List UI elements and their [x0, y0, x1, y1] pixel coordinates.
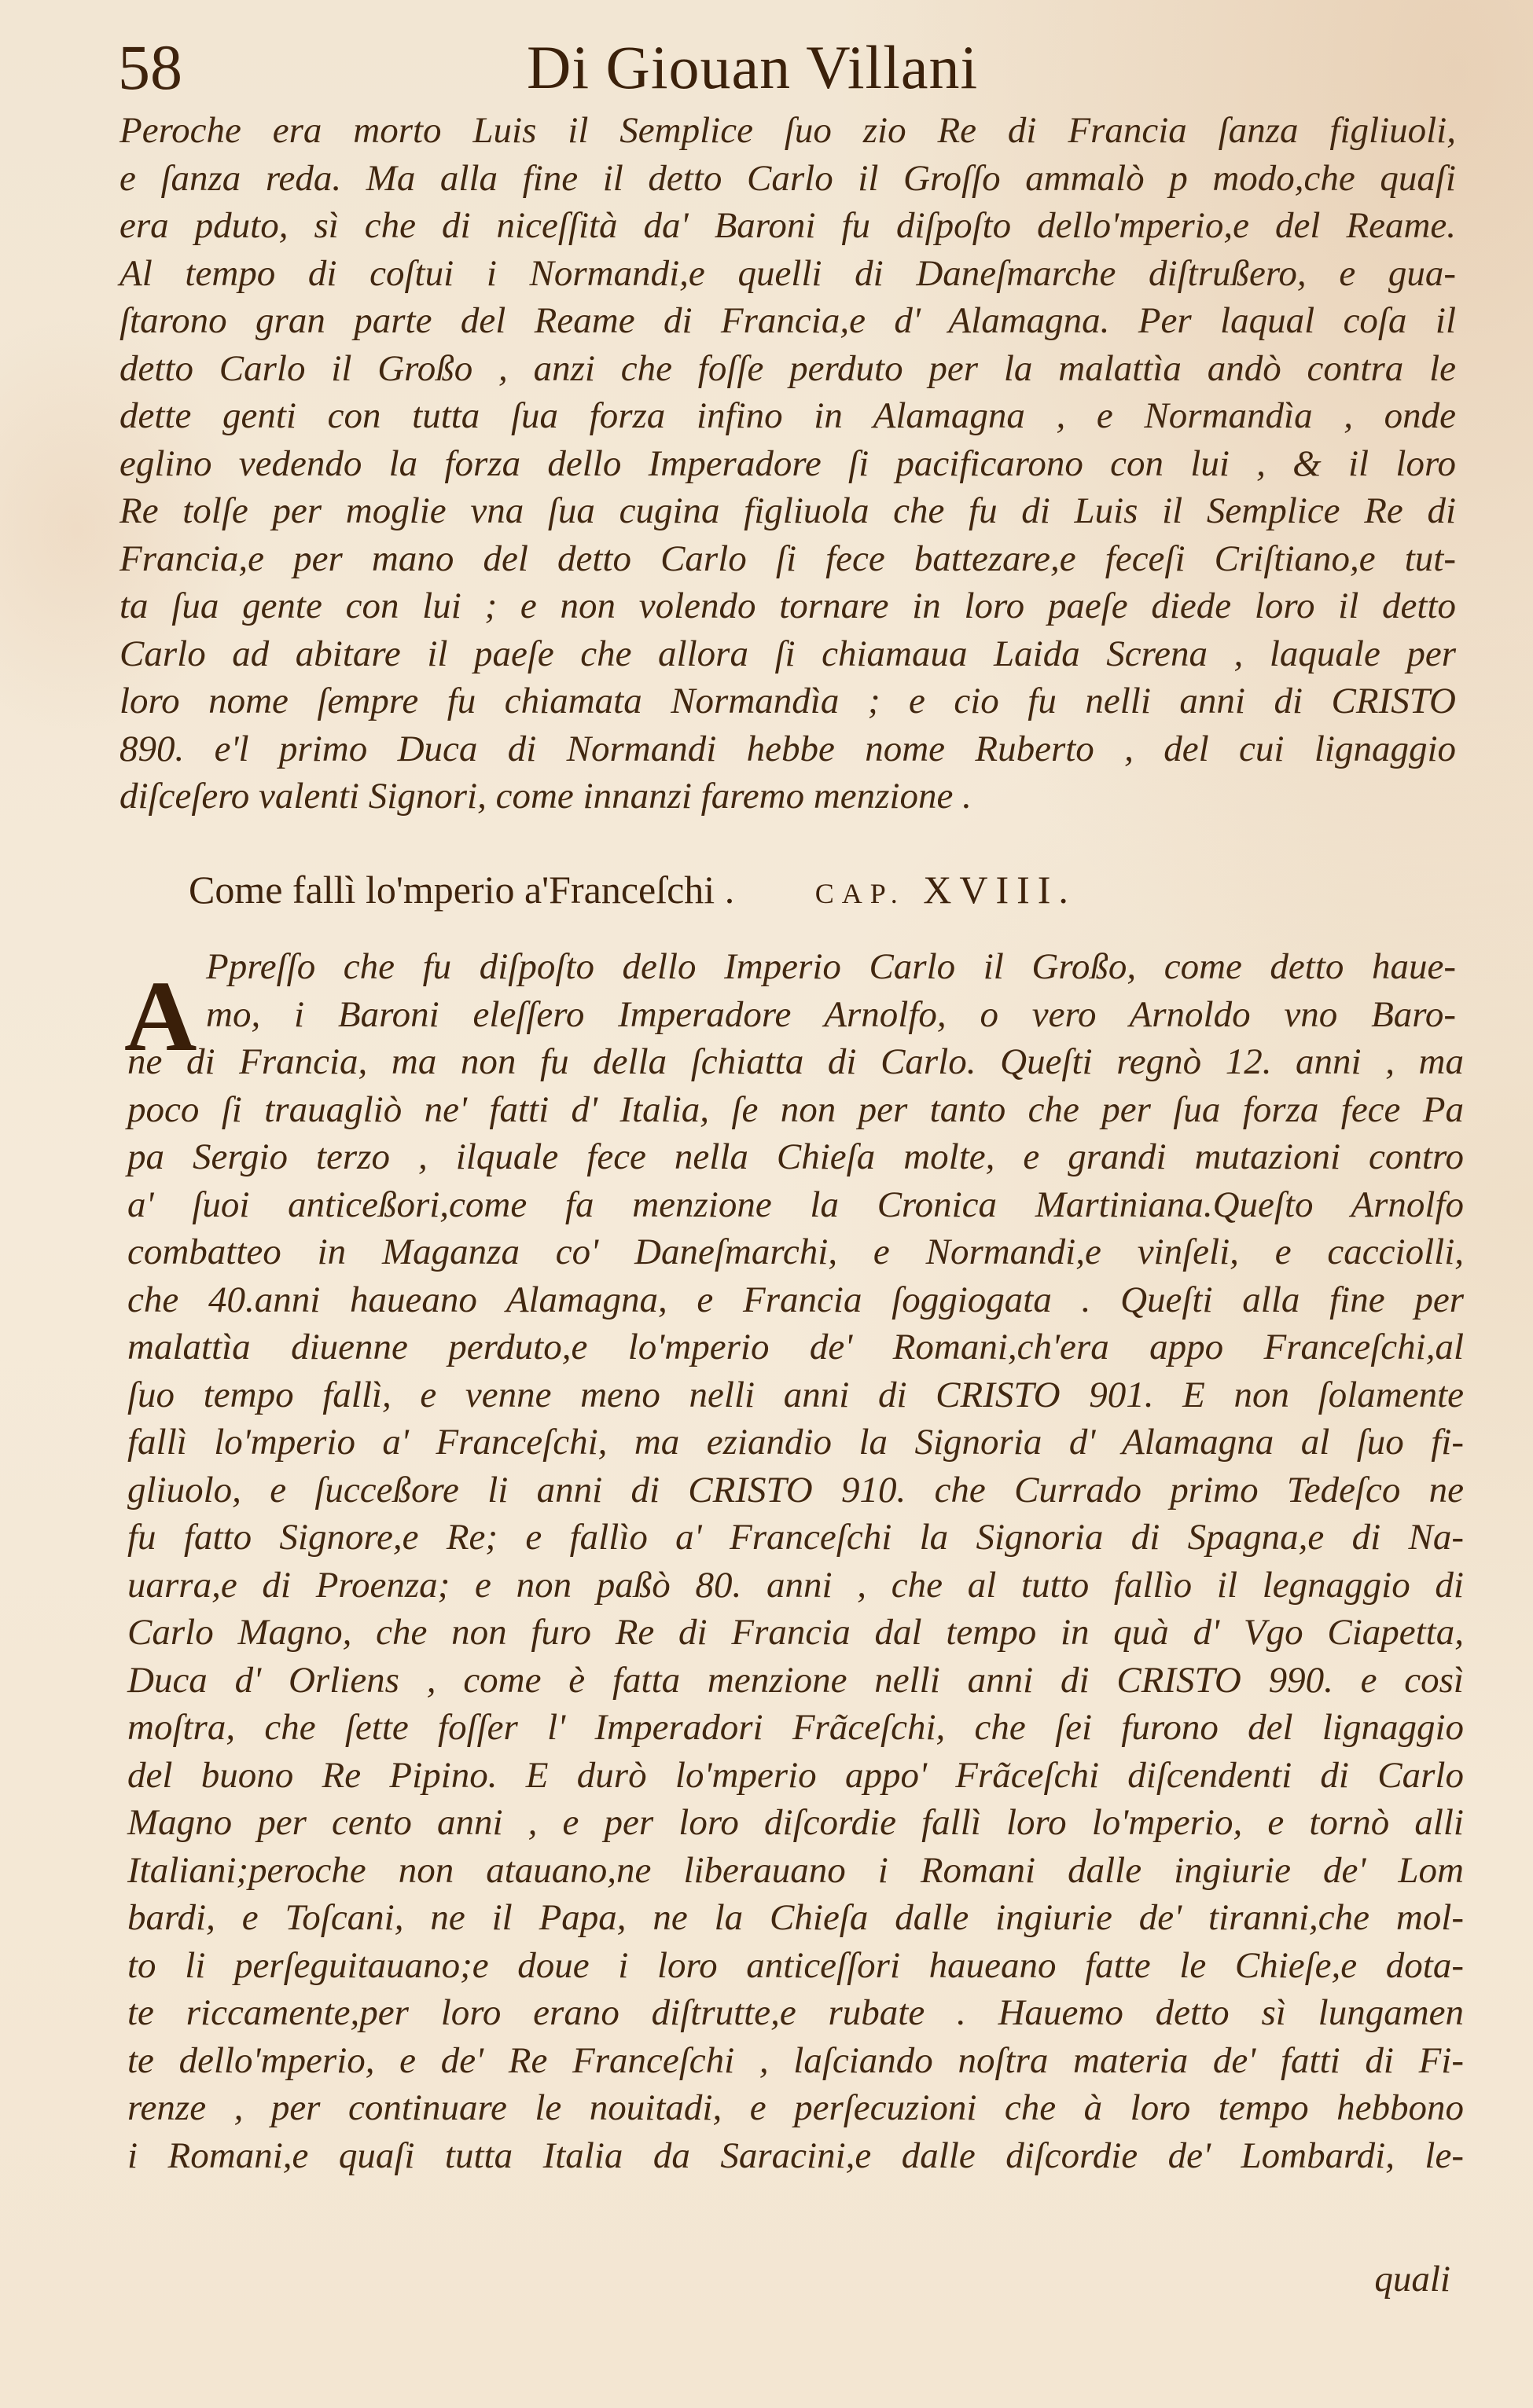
chapter-roman-numeral: XVIII. [923, 868, 1076, 912]
text-line: te dello'mperio, e de' Re Franceſchi , laſciando noſtra materia de' fatti di Fi- [127, 2039, 1464, 2081]
text-line: eglino vedendo la forza dello Imperadore ſi pacificarono con lui , & il loro [119, 442, 1456, 484]
text-line: Francia,e per mano del detto Carlo ſi fece battezare,e feceſi Criſtiano,e tut- [119, 538, 1456, 579]
paragraph-2-indented [206, 943, 1456, 1038]
text-line: to li perſeguitauano;e doue i loro anticeſſori haueano fatte le Chieſe,e dota- [127, 1944, 1464, 1986]
catchword: quali [1374, 2259, 1450, 2300]
text-line: dette genti con tutta ſua forza infino in Alamagna , e Normandìa , onde [119, 395, 1456, 436]
text-line: detto Carlo il Großo , anzi che foſſe perduto per la malattìa andò contra le [119, 347, 1456, 389]
text-line: Al tempo di coſtui i Normandi,e quelli di Daneſmarche diſtrußero, e gua- [119, 252, 1456, 294]
text-line: pa Sergio terzo , ilquale fece nella Chieſa molte, e grandi mutazioni contro [127, 1136, 1464, 1177]
text-line: Re tolſe per moglie vna ſua cugina figliuola che fu di Luis il Semplice Re di [119, 490, 1456, 531]
text-line: Peroche era morto Luis il Semplice ſuo zio Re di Francia ſanza figliuoli, [119, 110, 1456, 151]
text-line: era pduto, sì che di niceſſità da' Baroni fu diſpoſto dello'mperio,e del Reame. [119, 205, 1456, 246]
text-line: che 40.anni haueano Alamagna, e Francia ſoggiogata . Queſti alla fine per [127, 1279, 1464, 1320]
text-line: ne di Francia, ma non fu della ſchiatta di Carlo. Queſti regnò 12. anni , ma [127, 1041, 1464, 1082]
text-line: i Romani,e quaſi tutta Italia da Saracini,e dalle diſcordie de' Lombardi, le- [127, 2135, 1464, 2176]
text-line: Italiani;peroche non atauano,ne liberauano i Romani dalle ingiurie de' Lom [127, 1849, 1464, 1891]
text-line: Duca d' Orliens , come è fatta menzione nelli anni di CRISTO 990. e così [127, 1659, 1464, 1701]
text-line: loro nome ſempre fu chiamata Normandìa ; e cio fu nelli anni di CRISTO [119, 681, 1456, 721]
drop-cap-initial: A [124, 960, 197, 1072]
running-head [118, 28, 1486, 115]
page-number: 58 [118, 31, 182, 103]
text-line: Ppreſſo che fu diſpoſto dello Imperio Carlo il Großo, come detto haue- [206, 946, 1456, 987]
text-line: malattìa diuenne perduto,e lo'mperio de' Romani,ch'era appo Franceſchi,al [127, 1327, 1464, 1367]
text-line: del buono Re Pipino. E durò lo'mperio appo' Frãceſchi diſcendenti di Carlo [127, 1754, 1464, 1796]
text-line: 890. e'l primo Duca di Normandi hebbe nome Ruberto , del cui lignaggio [119, 728, 1456, 769]
text-line: te riccamente,per loro erano diſtrutte,e rubate . Hauemo detto sì lungamen [127, 1992, 1464, 2033]
running-title: Di Giouan Villani [527, 33, 979, 101]
chapter-label: CAP. [814, 878, 906, 909]
chapter-title: Come fallì lo'mperio a'Franceſchi . [189, 868, 735, 912]
text-line: moſtra, che ſette foſſer l' Imperadori Frãceſchi, che ſei furono del lignaggio [127, 1707, 1464, 1748]
paragraph-2 [127, 1038, 1464, 2179]
text-line: renze , per continuare le nouitadi, e perſecuzioni che à loro tempo hebbono [127, 2087, 1464, 2128]
text-line: diſceſero valenti Signori, come innanzi faremo menzione . [119, 776, 972, 817]
text-line: uarra,e di Proenza; e non paßò 80. anni , che al tutto fallìo il legnaggio di [127, 1564, 1464, 1606]
text-line: ſuo tempo fallì, e venne meno nelli anni di CRISTO 901. E non ſolamente [127, 1374, 1464, 1415]
text-line: Carlo Magno, che non furo Re di Francia dal tempo in quà d' Vgo Ciapetta, [127, 1612, 1464, 1653]
chapter-number [815, 868, 1076, 912]
text-line: a' ſuoi anticeßori,come fa menzione la Cronica Martiniana.Queſto Arnolfo [127, 1184, 1464, 1225]
text-line: bardi, e Toſcani, ne il Papa, ne la Chieſa dalle ingiurie de' tiranni,che mol- [127, 1897, 1464, 1938]
text-line: fu fatto Signore,e Re; e fallìo a' Franceſchi la Signoria di Spagna,e di Na- [127, 1517, 1464, 1558]
text-line: ſtarono gran parte del Reame di Francia,e d' Alamagna. Per laqual coſa il [119, 300, 1456, 341]
text-line: Carlo ad abitare il paeſe che allora ſi chiamaua Laida Screna , laquale per [119, 633, 1456, 674]
text-line: Magno per cento anni , e per loro diſcordie fallì loro lo'mperio, e tornò alli [127, 1802, 1464, 1843]
chapter-heading [189, 864, 1368, 919]
text-line: e ſanza reda. Ma alla fine il detto Carlo il Groſſo ammalò p modo,che quaſi [119, 157, 1456, 199]
paragraph-1 [119, 107, 1456, 820]
text-line: combatteo in Maganza co' Daneſmarchi, e Normandi,e vinſeli, e cacciolli, [127, 1232, 1464, 1272]
text-line: ta ſua gente con lui ; e non volendo tornare in loro paeſe diede loro il detto [119, 585, 1456, 626]
text-line: mo, i Baroni eleſſero Imperadore Arnolfo, o vero Arnoldo vno Baro- [206, 993, 1456, 1035]
text-line: gliuolo, e ſucceßore li anni di CRISTO 910. che Currado primo Tedeſco ne [127, 1469, 1464, 1511]
text-line: poco ſi trauagliò ne' fatti d' Italia, ſe non per tanto che per ſua forza fece Pa [127, 1088, 1464, 1130]
text-line: fallì lo'mperio a' Franceſchi, ma eziandio la Signoria d' Alamagna al ſuo fi- [127, 1422, 1464, 1463]
